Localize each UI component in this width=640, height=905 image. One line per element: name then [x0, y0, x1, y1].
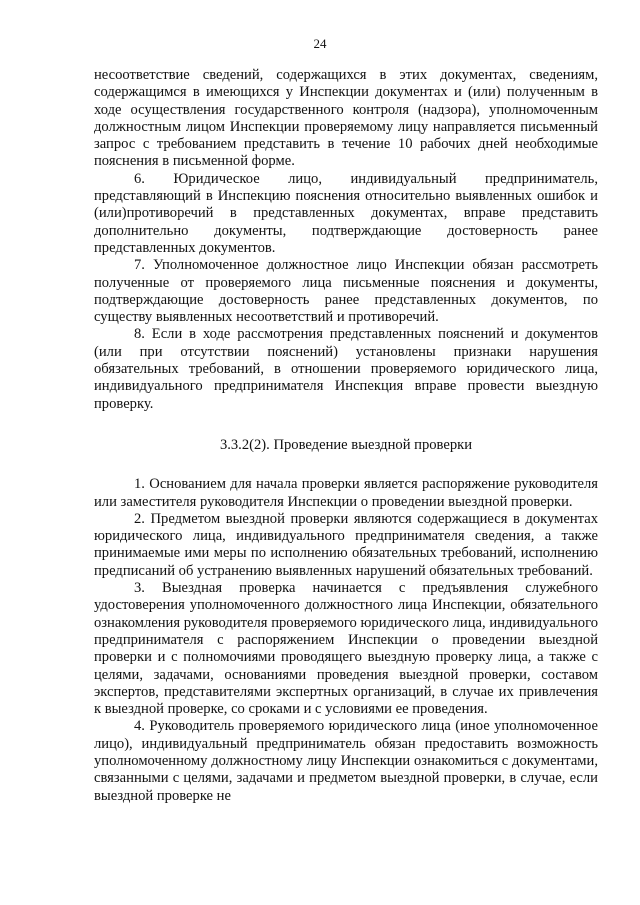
paragraph-item-7: 7. Уполномоченное должностное лицо Инспекции обязан рассмотреть полученные от проверяемого лица письменные пояснения и документы, подтверждающие достоверность ранее представленных документов, по существу выявленных несоответствий и противоречий. — [94, 257, 598, 326]
paragraph-item-6: 6. Юридическое лицо, индивидуальный предприниматель, представляющий в Инспекцию пояснения относительно выявленных ошибок и (или)противоречий в представленных документах, вправе представить дополнительно документы, подтверждающие достоверность ранее представленных документов. — [94, 170, 598, 256]
paragraph-item-3: 3. Выездная проверка начинается с предъявления служебного удостоверения уполномоченного должностного лица Инспекции, обязательного ознакомления руководителя проверяемого юридического лица, индивидуального предпринимателя с распоряжением Инспекции о проведении выездной проверки и с полномочиями проводящего выездную проверку лица, а также с целями, задачами, основаниями проведения выездной проверки, составом экспертов, представителями экспертных организаций, в случае их привлечения к выездной проверке, со сроками и с условиями ее проведения. — [94, 580, 598, 718]
paragraph-continuation: несоответствие сведений, содержащихся в этих документах, сведениям, содержащимся в имеющихся у Инспекции документах и (или) полученным в ходе осуществления государственного контроля (надзора), уполномоченным должностным лицом Инспекции проверяемому лицу направляется письменный запрос с требованием представить в течение 10 рабочих дней необходимые пояснения в письменной форме. — [94, 67, 598, 170]
paragraph-item-1: 1. Основанием для начала проверки является распоряжение руководителя или заместителя руководителя Инспекции о проведении выездной проверки. — [94, 476, 598, 510]
paragraph-item-4: 4. Руководитель проверяемого юридического лица (иное уполномоченное лицо), индивидуальный предприниматель обязан предоставить возможность уполномоченному должностному лицу Инспекции ознакомиться с документами, связанными с целями, задачами и предметом выездной проверки, в случае, если выездной проверке не — [94, 718, 598, 804]
document-body — [94, 67, 598, 805]
section-heading: 3.3.2(2). Проведение выездной проверки — [219, 436, 473, 453]
paragraph-item-2: 2. Предметом выездной проверки являются содержащиеся в документах юридического лица, индивидуального предпринимателя сведения, а также принимаемые ими меры по исполнению обязательных требований, исполнению предписаний об устранению выявленных нарушений обязательных требований. — [94, 510, 598, 579]
paragraph-item-8: 8. Если в ходе рассмотрения представленных пояснений и документов (или при отсутствии пояснений) установлены признаки нарушения обязательных требований, в отношении проверяемого юридического лица, индивидуального предпринимателя Инспекция вправе провести выездную проверку. — [94, 326, 598, 412]
page-number: 24 — [313, 36, 327, 51]
